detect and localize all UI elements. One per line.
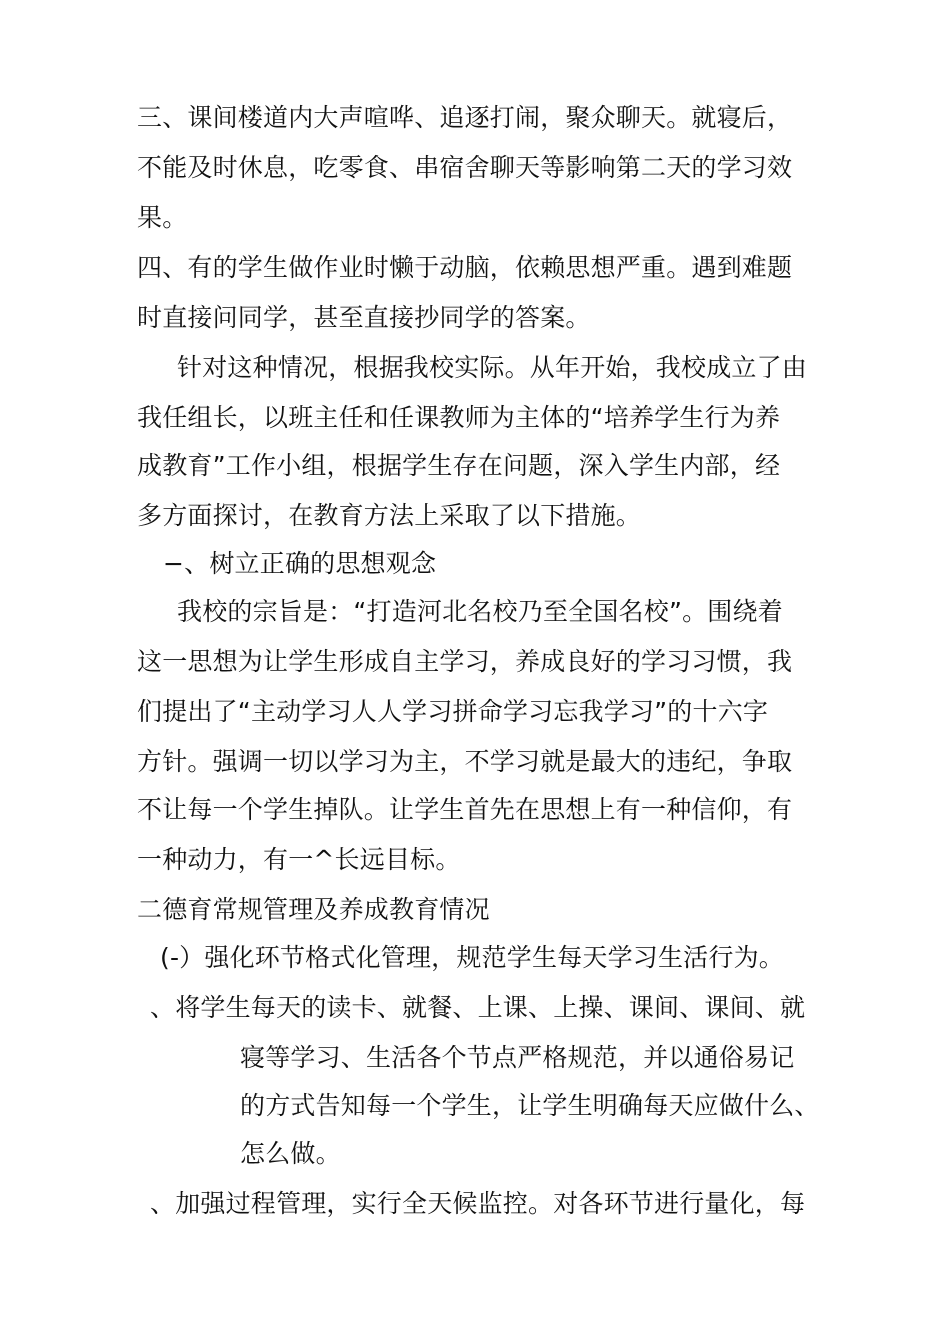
text-line: 我校的宗旨是：“打造河北名校乃至全国名校”。围绕着 <box>177 597 783 626</box>
text-line: 、将学生每天的读卡、就餐、上课、上操、课间、课间、就 <box>150 993 806 1022</box>
subsection-heading: (-）强化环节格式化管理，规范学生每天学习生活行为。 <box>160 943 784 972</box>
text-line: 四、有的学生做作业时懒于动脑，依赖思想严重。遇到难题 <box>137 253 793 282</box>
section-heading: 二德育常规管理及养成教育情况 <box>137 895 490 924</box>
text-line: 们提出了“主动学习人人学习拼命学习忘我学习”的十六字 <box>137 697 769 726</box>
text-line: 我任组长，以班主任和任课教师为主体的“培养学生行为养 <box>137 403 781 432</box>
text-line: 针对这种情况，根据我校实际。从年开始，我校成立了由 <box>177 353 808 382</box>
text-line: 方针。强调一切以学习为主，不学习就是最大的违纪，争取 <box>137 747 793 776</box>
text-line: 成教育”工作小组，根据学生存在问题，深入学生内部，经 <box>137 451 781 480</box>
text-line: 不让每一个学生掉队。让学生首先在思想上有一种信仰，有 <box>137 795 793 824</box>
text-line: 三、课间楼道内大声喧哗、追逐打闹，聚众聊天。就寝后， <box>137 103 793 132</box>
text-line: 时直接问同学，甚至直接抄同学的答案。 <box>137 303 591 332</box>
text-line: 一种动力，有一^长远目标。 <box>137 845 461 874</box>
text-line: 的方式告知每一个学生，让学生明确每天应做什么、 <box>240 1091 820 1120</box>
section-heading: −、树立正确的思想观念 <box>163 549 437 578</box>
text-line: 怎么做。 <box>240 1139 341 1168</box>
text-line: 不能及时休息，吃零食、串宿舍聊天等影响第二天的学习效 <box>137 153 793 182</box>
text-line: 这一思想为让学生形成自主学习，养成良好的学习习惯，我 <box>137 647 793 676</box>
text-line: 、加强过程管理，实行全天候监控。对各环节进行量化，每 <box>150 1189 806 1218</box>
text-line: 果。 <box>137 203 188 232</box>
text-line: 多方面探讨，在教育方法上采取了以下措施。 <box>137 501 642 530</box>
text-line: 寝等学习、生活各个节点严格规范，并以通俗易记 <box>240 1043 795 1072</box>
